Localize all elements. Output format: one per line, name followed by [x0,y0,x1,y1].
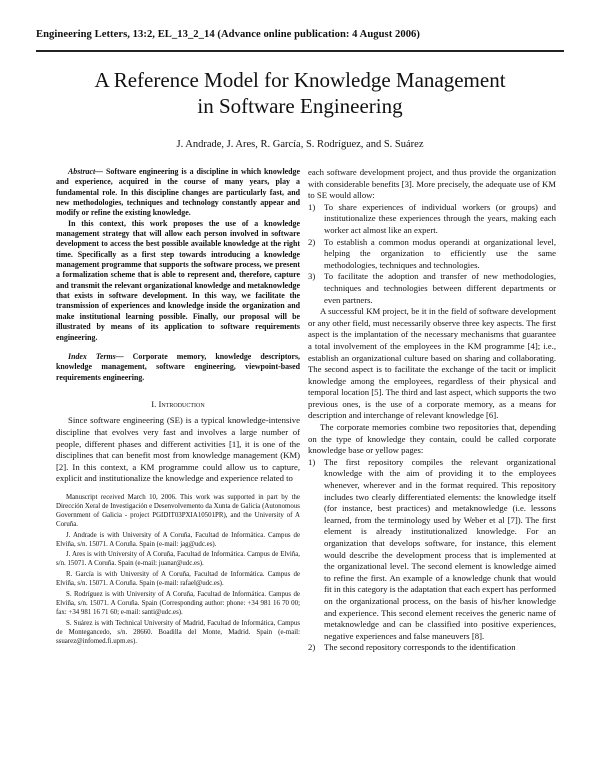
list-item-text: To facilitate the adoption and transfer of new methodologies, techniques and technologies between different departments or even partners. [324,271,556,305]
author-list: J. Andrade, J. Ares, R. García, S. Rodríguez, and S. Suárez [176,139,424,150]
paper-title [36,67,564,119]
section-heading [56,399,300,411]
right-column [308,167,556,654]
journal-header: Engineering Letters, 13:2, EL_13_2_14 (Advance online publication: 4 August 2006) [36,29,420,40]
body-paragraph: each software development project, and thus provide the organization with considerable benefits [3]. More precisely, the adequate use of KM to SE would allow: [308,167,556,201]
list-number: 1) [308,201,316,212]
list-number: 2) [308,236,316,247]
footnotes [56,494,300,647]
footnote: S. Suárez is with Technical University of Madrid, Facultad de Informática, Campus de Montegancedo, s/n. 28660. Boadilla del Monte, Madrid. Spain (e-mail: ssuarez@infomed.fi.upm.es). [56,619,300,645]
list-item [308,237,556,272]
footnote: J. Andrade is with University of A Coruña, Facultad de Informática. Campus de Elviña, s/n. 15071. A Coruña. Spain (e-mail: jag@udc.es). [56,531,300,548]
repositories-list [308,457,556,654]
index-terms-lead: Index Terms— [68,351,124,361]
list-number: 2) [308,642,316,653]
list-item-text: To share experiences of individual workers (or groups) and institutionalize these experiences through the years, making each worker act almost like an expert. [324,201,556,235]
index-terms [56,352,300,383]
header-rule [36,50,564,52]
footnote: Manuscript received March 10, 2006. This work was supported in part by the Dirección Xeral de Investigación e Desenvolvemento da Xunta de Galicia (Autonomous Government of Galicia - project PGIDIT03PXIA10501PR), and the University of A Coruña. [56,494,300,528]
list-number: 1) [308,456,316,467]
list-number: 3) [308,271,316,282]
list-item-text: To establish a common modus operandi at organizational level, helping the organization to efficiently use the same methodologies, techniques and technologies. [324,236,556,270]
abstract-text: Software engineering is a discipline in which knowledge and experience, acquired in the course of many years, play a fundamental role. In this discipline changes are particularly fast, and new methodologies, techniques and technology constantly appear and modify or refine the existing knowledge. [56,167,300,218]
left-column [56,167,300,649]
title-line-1: A Reference Model for Knowledge Management [94,68,506,92]
body-paragraph: A successful KM project, be it in the field of software development or any other field, must necessarily observe three key aspects. The first aspect is the implantation of the necessary mechanisms that guarantee a total involvement of the employees in the KM programme [4]; i.e., establish an organizational culture based on sharing and collaborating. The second aspect is to facilitate the exchange of the tacit or implicit knowledge among the employees, regardless of their physical and temporal location [5]. The third and last aspect, which supports the two previous ones, is the use of a corporate memory, as a means for description and interchange of relevant knowledge [6]. [308,306,556,421]
list-item [308,271,556,306]
abstract-lead: Abstract— [68,167,104,176]
body-paragraph: The corporate memories combine two repositories that, depending on the type of knowledge they contain, could be called corporate knowledge base or yellow pages: [308,422,556,456]
footnote: R. García is with University of A Coruña, Facultad de Informática. Campus de Elviña, s/n. 15071. A Coruña. Spain (e-mail: rafael@udc.es). [56,571,300,588]
list-item-text: The first repository compiles the relevant organizational knowledge with the aim of providing it to the employees whenever, wherever and in the format required. This repository includes two clearly differentiated elements: the knowledge itself (for instance, best practices) and metaknowledge (i.e. lessons learned, from the terminology used by Weber et al [7]). The first element is already institutionalized knowledge. For an organization that develops software, for instance, this element would describe the development process that is implemented at the organizational level. The second element is knowledge aimed to refine the first. An example of a knowledge chunk that would fit in this category is the adaptation that each expert has performed on the organizational process, on the basis of his/her knowledge and experience. This second element receives the generic name of metaknowledge and can be classified into positive experiences, negative experiences and false maneuvers [8]. [324,456,556,641]
list-item [308,457,556,643]
index-terms-text: Corporate memory, knowledge descriptors, knowledge management, software engineering, viewpoint-based requirements engineering. [56,351,300,382]
section-numeral: I. [151,398,157,409]
list-item [308,202,556,237]
abstract [56,167,300,219]
footnote: J. Ares is with University of A Coruña, Facultad de Informática. Campus de Elviña, s/n. 15071. A Coruña. Spain (e-mail: juanar@udc.es). [56,551,300,568]
section-title: Introduction [158,398,205,409]
benefits-list [308,202,556,306]
list-item [308,642,556,654]
abstract-paragraph-2: In this context, this work proposes the use of a knowledge management strategy that will allow each person involved in software development to access the best possible available knowledge at the right time. Specifically as a first step towards introducing a knowledge management programme that supports the software process, we present a formalization scheme that is able to represent and, therefore, capture and transmit the relevant organizational knowledge and metaknowledge that exists in software development. In this way, we facilitate the transmission of experiences and knowledge inside the organization and make institutional learning possible. Finally, our proposal will be illustrated by means of its application to software requirements engineering. [56,218,300,342]
intro-paragraph: Since software engineering (SE) is a typical knowledge-intensive discipline that evolves very fast and involves a large number of people, different phases and different activities [1], it is one of the disciplines that can benefit most from knowledge management (KM) [2]. In this context, a KM programme could allow us to capture, explicit and institutionalize the knowledge and experience related to [56,415,300,484]
list-item-text: The second repository corresponds to the identification [324,642,516,653]
footnote: S. Rodríguez is with University of A Coruña, Facultad de Informática. Campus de Elviña, s/n. 15071. A Coruña. Spain (Corresponding author: phone: +34 981 16 70 00; fax: +34 981 16 71 60; e-mail: santi@udc.es). [56,591,300,616]
title-line-2: in Software Engineering [197,94,403,118]
